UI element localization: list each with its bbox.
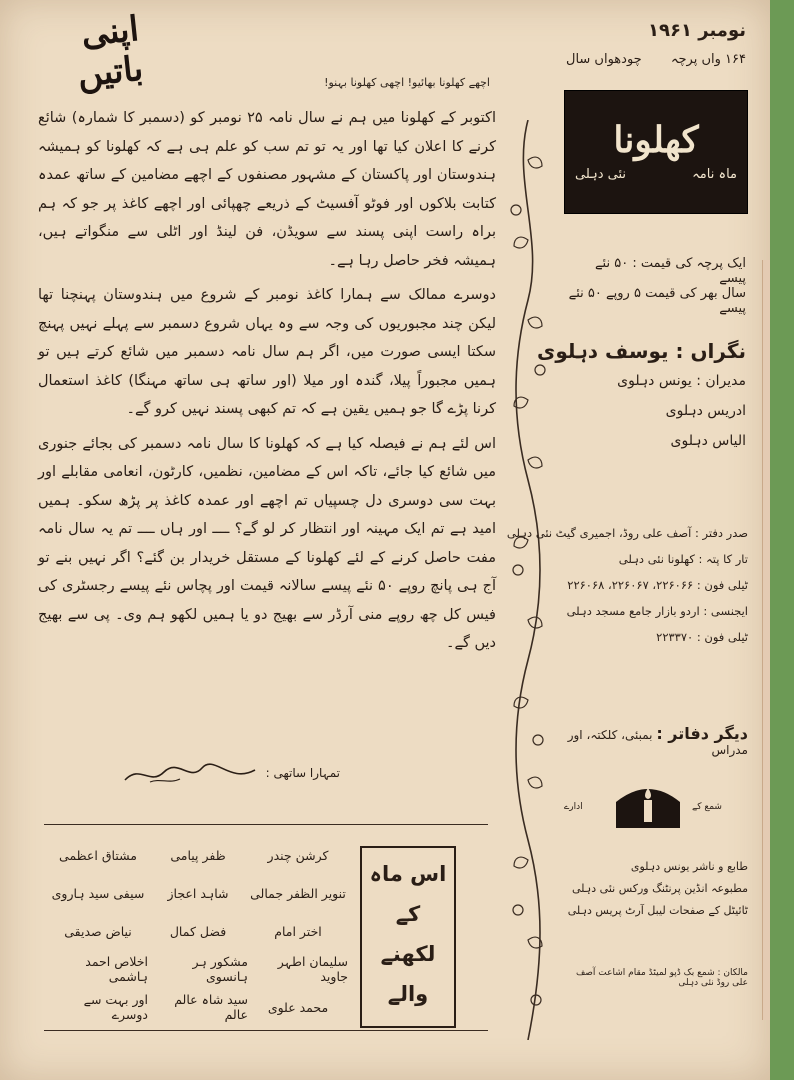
editor-name: ادریس دہلوی [665, 403, 746, 419]
contributor-name: شاہد اعجاز [167, 885, 229, 901]
emblem-caption-left: شمع کے [692, 802, 722, 812]
bottom-rule [44, 1030, 488, 1031]
masthead-title: کھلونا [613, 119, 699, 161]
section-divider [44, 824, 488, 825]
issue-volume: چودھواں سال [566, 52, 642, 67]
editorial-paragraph-3: اس لئے ہم نے فیصلہ کیا ہے کہ کھلونا کا سال نامہ دسمبر کی بجائے جنوری میں شائع کیا جائے، تاکہ اس کے مضامین، نظمیں، کارٹون، انعامی مقابلے اور بہت سی دوسری دل چسپیاں تم اچھے اور عمدہ کاغذ پر پڑھ سکو۔ ہمیں امید ہے تم ایک مہینہ اور انتظار کر لو گے؟ ــــ اور ہاں ــــ تم یہ سال نامہ مفت حاصل کرنے کے لئے کھلونا کے مستقل خریدار بن گئے؟ اگر نہیں بنے تو آج ہی پانچ روپے ۵۰ نئے پیسے سالانہ قیمت اور پچاس نئے پیسے رجسٹری کی فیس کل چھ روپے منی آرڈر سے بھیج دو یا ہمیں لکھو ہم وی۔ پی سے بھیج دیں گے۔ [38, 435, 496, 651]
green-cover-strip [770, 0, 794, 1080]
contributor-name: کرشن چندر [267, 847, 329, 863]
contributors-title [362, 854, 454, 1014]
editors-label: مدیران : یونس دہلوی [617, 373, 746, 389]
telegram-address: تار کا پتہ : کھلونا نئی دہلی [618, 552, 748, 566]
contributors-title-line: اس ماہ [369, 862, 447, 886]
issue-info [566, 52, 746, 67]
issue-number: ۱۶۴ واں پرچہ [670, 52, 746, 67]
phone-numbers: ٹیلی فون : ۲۲۶۰۶۶، ۲۲۶۰۶۷، ۲۲۶۰۶۸ [567, 578, 748, 592]
printer-line: مطبوعہ انڈین پرنٹنگ ورکس نئی دہلی [572, 882, 748, 895]
masthead-city: نئی دہلی [575, 167, 627, 182]
contributor-name: مشکور ہر ہانسوی [192, 954, 248, 984]
supervisor: نگراں : یوسف دہلوی [537, 339, 746, 363]
signature-handwritten [120, 760, 260, 788]
contributor-name: محمد علوی [267, 999, 329, 1015]
single-issue-price: ایک پرچہ کی قیمت : ۵۰ نئے پیسے [594, 256, 746, 286]
emblem-caption-right: ادارے [564, 802, 583, 812]
contributor-name: اور بہت سے دوسرے [83, 992, 148, 1022]
owners-footer: مالکان : شمع بک ڈپو لمیٹڈ مقام اشاعت آصف علی روڈ نئی دہلی [575, 968, 748, 988]
decorative-vine [506, 120, 550, 1040]
cover-printer-line: ٹائیٹل کے صفحات لیبل آرٹ پریس دہلی [567, 904, 748, 917]
contributor-name: نیاض صدیقی [64, 923, 132, 939]
contributor-name: سید شاہ عالم عالم [174, 992, 248, 1022]
contributor-name: سیفی سید ہاروی [51, 885, 145, 901]
editorial-salutation: اچھے کھلونا بھائیو! اچھی کھلونا بہنو! [324, 76, 490, 89]
head-office: صدر دفتر : آصف علی روڈ، اجمیری گیٹ نئی دہلی [506, 526, 748, 540]
contributors-title-line: والے [387, 982, 429, 1006]
other-offices-label: دیگر دفاتر : [656, 724, 748, 743]
editorial-text [38, 104, 496, 664]
contributor-name: مشتاق اعظمی [59, 847, 137, 863]
agency-phone: ٹیلی فون : ۲۲۳۳۷۰ [656, 630, 748, 644]
publisher-line: طابع و ناشر یونس دہلوی [630, 860, 748, 873]
contributor-name: ظفر پیامی [170, 847, 226, 863]
column-title: اپنی باتیں [75, 8, 145, 96]
contributor-name: اختر امام [274, 923, 322, 939]
editorial-paragraph-1: اکتوبر کے کھلونا میں ہم نے سال نامہ ۲۵ نومبر کو (دسمبر کا شمارہ) شائع کرنے کا اعلان کیا تھا اور یہ تو تم سب کو علم ہی ہے کہ کھلونا کو ہمیشہ ہندوستان اور پاکستان کے مشہور مصنفوں کے اچھے مضامین کے ساتھ عمدہ کتابت بلاکوں اور فوٹو آفسیٹ کے ذریعے چھپائی اور اچھے کاغذ پر جو کہ ہم براہ راست اپنی پسند سے سویڈن، فن لینڈ اور اٹلی سے منگواتے ہیں، ہمیشہ فخر حاصل رہا ہے۔ [38, 110, 496, 269]
other-offices [560, 724, 748, 757]
office-details [506, 520, 748, 650]
contributors-title-box [360, 846, 456, 1028]
contributors-list [48, 836, 348, 1026]
contributors-title-line: لکھنے [380, 942, 436, 966]
imprint [560, 856, 748, 922]
emblem-row [560, 780, 750, 840]
agency-address: ایجنسی : اردو بازار جامع مسجد دہلی [566, 604, 748, 618]
contributor-name: اخلاص احمد ہاشمی [85, 954, 148, 984]
issue-date: نومبر ۱۹۶۱ [648, 20, 746, 41]
shama-candle-emblem-icon [614, 780, 682, 830]
other-offices-cities: بمبئی، کلکتہ، اور مدراس [567, 728, 748, 757]
masthead-logo [564, 90, 748, 214]
signature-label: تمہارا ساتھی : [265, 766, 340, 780]
contributor-name: تنویر الظفر جمالی [250, 885, 346, 901]
signature-row [40, 760, 340, 790]
editorial-paragraph-2: دوسرے ممالک سے ہمارا کاغذ نومبر کے شروع میں ہندوستان پہنچنا تھا لیکن چند مجبوریوں کی وجہ سے وہ یہاں شروع دسمبر سے پہلے نہیں پہنچ سکتا ایسی صورت میں، اگر ہم سال نامہ دسمبر میں شائع کرتے ہیں تو ہمیں مجبوراً پیلا، گندہ اور میلا (اور ساتھ ہی ساتھ مہنگا) کاغذ استعمال کرنا پڑے گا جو ہمیں یقین ہے کہ تم کبھی پسند نہیں کرو گے۔ [38, 287, 496, 417]
staff-list [537, 336, 746, 456]
editor-name: الیاس دہلوی [670, 433, 746, 449]
masthead-prefix: ماہ نامہ [692, 167, 737, 182]
contributor-name: فضل کمال [169, 923, 227, 939]
contributors-title-line: کے [395, 902, 421, 926]
annual-price: سال بھر کی قیمت ۵ روپے ۵۰ نئے پیسے [568, 286, 746, 316]
contributor-name: سلیمان اطہر جاوید [277, 954, 348, 984]
